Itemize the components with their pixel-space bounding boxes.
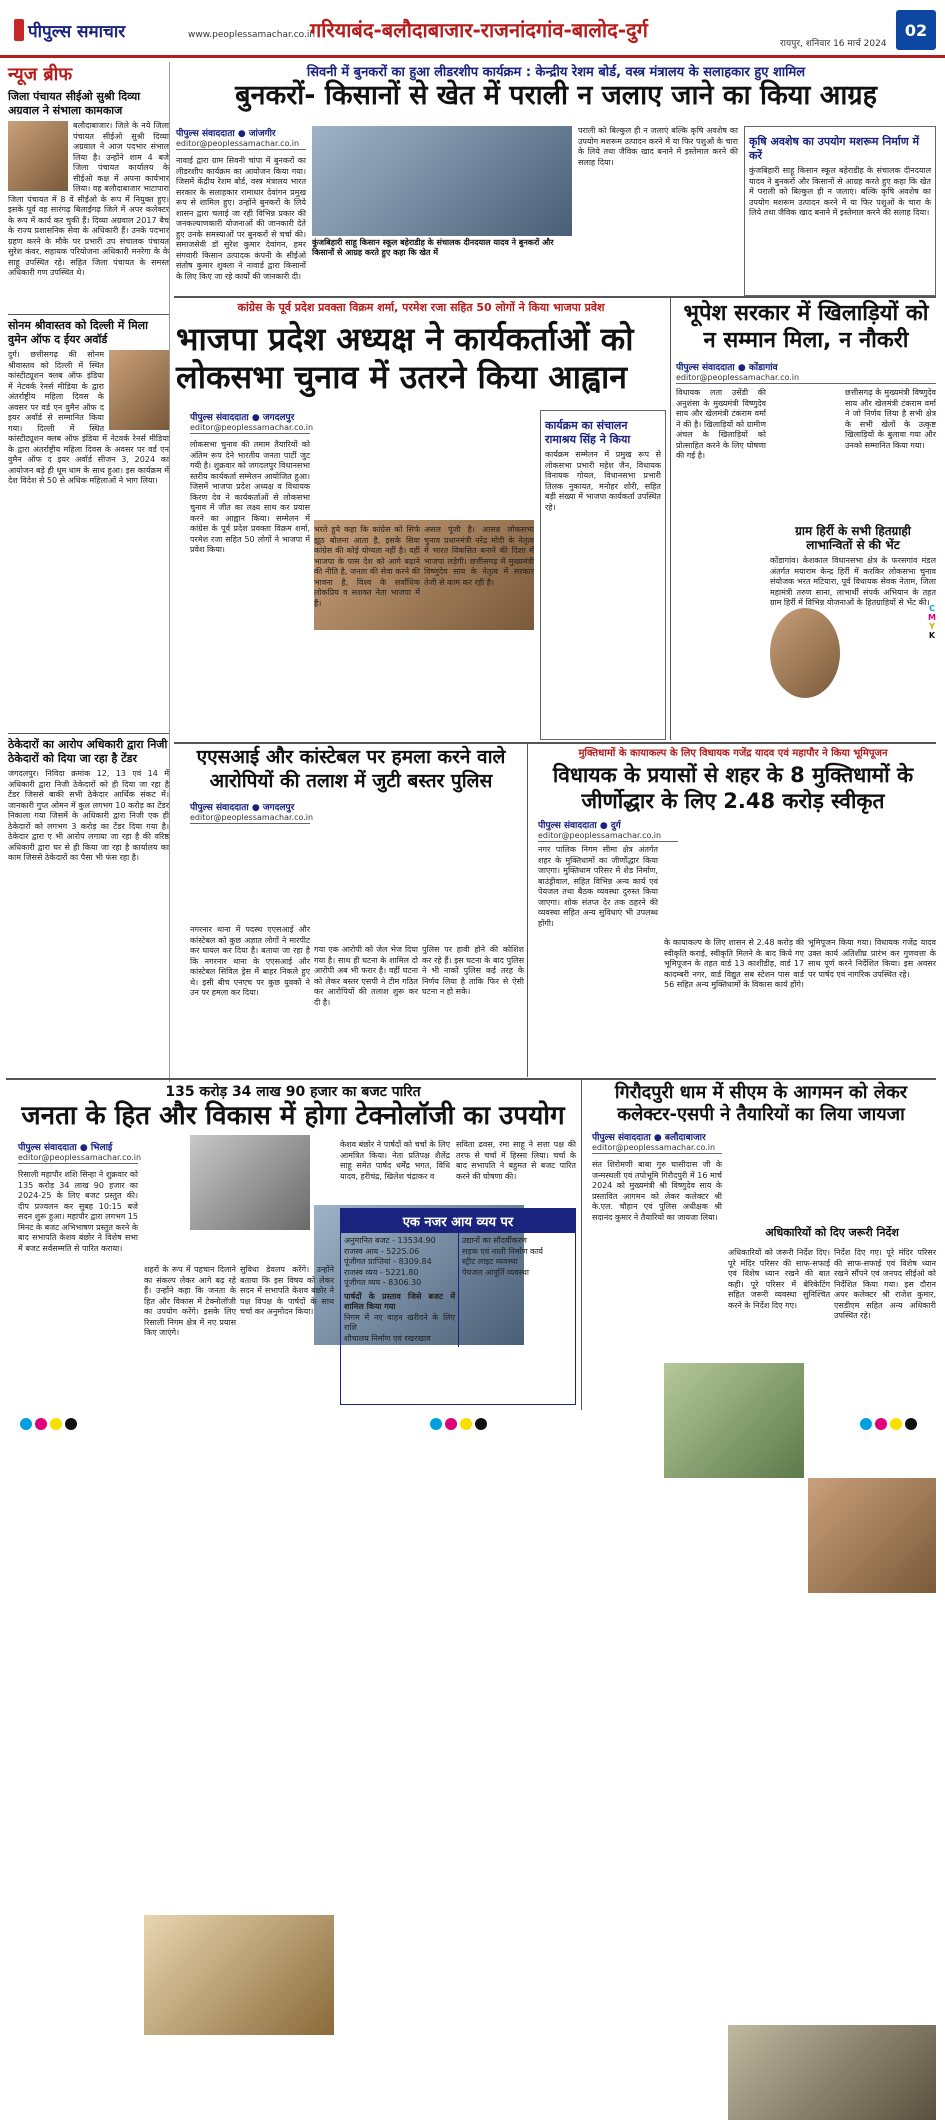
budget-note: पार्षदों के प्रस्ताव जिसे बजट में शामिल किया गया: [344, 1291, 455, 1311]
news-brief-title: न्यूज ब्रीफ: [8, 64, 73, 85]
story2-byline-block: [190, 410, 314, 434]
site-url: www.peoplessamachar.co.in: [188, 30, 316, 40]
story2-kicker: [176, 300, 666, 316]
masthead: [0, 0, 945, 58]
story7-caption: अधिकारियों को दिए जरूरी निर्देश: [765, 1226, 899, 1239]
story5-byline: पीपुल्स संवाददाता ● दुर्ग: [538, 821, 621, 831]
budget-items: [459, 1233, 575, 1347]
dateline: रायपुर, शनिवार 16 मार्च 2024: [780, 39, 887, 49]
brief-headline-2: सोनम श्रीवास्तव को दिल्ली में मिला वुमेन ऑफ द ईयर अवॉर्ड: [8, 319, 148, 346]
story2-text2: भरते हुये कहा कि कांग्रेस को सिर्फ झूठ बोलना आता है, इसके सिवा कांग्रेस की कोई योग्यता नहीं है। वहीं भाजपा के पास देश को आगे बढ़ाने की नीति है, जनता की सेवा करने की भावना है, विश्व के सर्वाधिक लोकप्रिय व सशक्त नेता भाजपा में हैं।: [314, 525, 420, 608]
story4-text: नगरनार थाना में पदस्थ एएसआई और कांस्टेबल को कुछ अज्ञात लोगों ने मारपीट कर घायल कर दिया है। बताया जा रहा है कि नगरनार थाना के एएसआई और कांस्टेबल सिविल ड्रेस में बाहर निकले हुए थे। इसी बीच एनएच पर कुछ युवकों ने उन पर हमला कर दिया।: [190, 925, 310, 997]
brief-headline-1: जिला पंचायत सीईओ सुश्री दिव्या अग्रवाल ने संभाला कामकाज: [8, 90, 141, 117]
story2-text3: असल पूंजी है। आसन्न लोकसभा चुनाव प्रधानमंत्री नरेंद्र मोदी के नेतृत्व में भारत विकसित बनाने की दिशा में भाजपा लड़ेगी। छत्तीसगढ़ में मुख्यमंत्री विष्णुदेव साय के नेतृत्व में सरकार तेजी से काम कर रही है।: [424, 525, 534, 587]
story1-byline-block: [176, 126, 306, 150]
cmyk-k-icon: [475, 1418, 487, 1430]
portrait-photo-2: [109, 350, 169, 430]
story3-byline: पीपुल्स संवाददाता ● कोंडागांव: [676, 363, 778, 373]
budget-row: राजस्व व्यय - 5221.80: [344, 1267, 419, 1277]
story5-email: editor@peoplessamachar.co.in: [538, 831, 678, 842]
story5-text: नगर पालिक निगम सीमा क्षेत्र अंतर्गत शहर के मुक्तिधामों का जीर्णोद्धार किया जाएगा। मुक्तिधाम परिसर में शेड निर्माण, बाउंड्रीवाल, सहित विभिन्न अन्य कार्य एवं पेयजल तथा बैठक व्यवस्था दुरुस्त किया जाएगा। शोक संतप्त देर तक ठहरने की व्यवस्था सहित अन्य सुविधाएं भी उपलब्ध होंगी।: [538, 845, 658, 928]
story1-sidebox: [744, 126, 936, 296]
logo-mark-icon: [14, 19, 24, 41]
cmyk-side-label: [926, 604, 938, 640]
cmyk-c-icon: [860, 1418, 872, 1430]
story2-box-title: कार्यक्रम का संचालन रामाश्रय सिंह ने किया: [545, 419, 631, 446]
story1-kicker: [176, 62, 936, 80]
story3-sub-text: कोंडागांव। केशकाल विधानसभा क्षेत्र के फरसगांव मंडल अंतर्गत मयाराम केन्द्र हिर्री में करकिर लोकसभा चुनाव संयोजक भरत मटियारा, पूर्व विधायक सेवक नेताम, जिला महामंत्री तरुण साना, लाभार्थी संपर्क अभियान के तहत ग्राम हिर्री में विभिन्न योजनाओं के हितग्राहियों से भेंट की।: [770, 556, 936, 607]
divider: [527, 744, 528, 1077]
story7-photo: [728, 2025, 936, 2120]
story1-email: editor@peoplessamachar.co.in: [176, 139, 306, 150]
budget-rows: [341, 1233, 459, 1347]
cmyk-y-icon: [50, 1418, 62, 1430]
story1-kicker-text: सिवनी में बुनकरों का हुआ लीडरशीप कार्यक्रम : केन्द्रीय रेशम बोर्ड, वस्त्र मंत्रालय के सलाहकार हुए शामिल: [306, 65, 806, 80]
budget-item: स्ट्रीट लाइट व्यवस्था: [462, 1257, 518, 1266]
divider: [174, 742, 936, 744]
story7-byline: पीपुल्स संवाददाता ● बलौदाबाजार: [592, 1133, 706, 1143]
story6-text3: सुविधा डेवलप करेंगे। उन्होंने बताया कि इस विषय को लेकर सदन में सभापति केशव बंछोर ने पक्ष विपक्ष के पार्षदों के साथ चर्चा कर अनुमोदन किया।: [240, 1265, 334, 1316]
story5-text3: भूमिपूजन किया गया। विधायक गजेंद्र यादव उक्त कार्य अतिशीघ्र प्रारंभ कर गुणवत्ता के साथ पूर्ण करने निर्देशित किया। इस अवसर पर पार्षद एवं नागरिक उपस्थित रहे।: [808, 938, 936, 979]
story6-email: editor@peoplessamachar.co.in: [18, 1153, 142, 1162]
story5-headline: विधायक के प्रयासों से शहर के 8 मुक्तिधामों के जीर्णोद्धार के लिए 2.48 करोड़ स्वीकृत: [552, 763, 914, 813]
story1-sidebox-title: कृषि अवशेष का उपयोग मशरूम निर्माण में करें: [749, 135, 920, 162]
story4-text3: पुलिस पर हावी होने की कोशिश कर रहे हैं। इस घटना के बाद पुलिस ने भी नाकों पुलिस कई तरह के निर्णय लिया है ताकि फिर से ऐसी घटना न हो सके।: [422, 945, 524, 996]
page-number: 02: [896, 10, 936, 50]
story2-email: editor@peoplessamachar.co.in: [190, 423, 314, 432]
story7-text3: निर्देश दिए गए। पूरे मंदिर परिसर की साफ-सफाई एवं विशेष ध्यान रखने सौंपने एवं जनपद सीईओ को निर्देशित किया गया। इस दौरान अपर कलेक्टर श्री राजेश कुमार, एसडीएम सहित अन्य अधिकारी उपस्थित रहे।: [834, 1248, 936, 1320]
divider: [581, 1080, 582, 1410]
story3-headline: भूपेश सरकार में खिलाड़ियों को न सम्मान मिला, न नौकरी: [683, 301, 929, 353]
story4-headline: एएसआई और कांस्टेबल पर हमला करने वाले आरोपियों की तलाश में जुटी बस्तर पुलिस: [196, 746, 506, 792]
story2-box-text: कार्यक्रम सम्मेलन में प्रमुख रूप से लोकसभा प्रभारी महेश जैन, विधायक विनायक गोयल, विधानसभा प्रभारी तिलक नुकायत, मनोहर शोरी, सहित बड़ी संख्या में भाजपा कार्यकर्ता उपस्थित रहे।: [545, 450, 661, 512]
story6-headline: जनता के हित और विकास में होगा टेक्नोलॉजी का उपयोग: [21, 1101, 565, 1131]
divider: [6, 1078, 936, 1080]
cmyk-label: K: [928, 631, 936, 640]
brief-text-3: जगदलपुर। निविदा क्रमांक 12, 13 एवं 14 में अधिकारी द्वारा निजी ठेकेदारों को ही दिया जा रहा है टेंडर जिससे बाकी सभी ठेकेदार आर्थिक संकट में। जानकारी गुप्त ओमन में कुल लगभग 10 करोड़ का टेंडर निकाला गया जिसमें के अधिकारी द्वारा निजी एक ही ठेकेदारों को लगभग 3 करोड़ का टेंडर दिया गया है। ठेकेदार द्वारा ए भी आरोप लगाया जा रहा है की वरिष्ठ अधिकारी द्वारा घर से ही किया जा रहा है कार्यालय का काम जिससे ठेकेदारों का पैसा भी फंस रहा है।: [8, 769, 169, 862]
story2-text: लोकसभा चुनाव की तमाम तैयारियों को अंतिम रूप देने भारतीय जनता पार्टी जुट गयी है। शुक्रवार को जगदलपुर विधानसभा स्तरीय कार्यकर्ता सम्मेलन आयोजित हुआ। जिसमें भाजपा प्रदेश अध्यक्ष व विधायक किरण देव ने कार्यकर्ताओं से लोकसभा चुनाव में जीत का लक्ष्य साथ कर प्रयास करने का आह्वान किया। सम्मेलन में कांग्रेस के पूर्व प्रदेश प्रवक्ता विक्रम शर्मा, परमेश रजा सहित 50 लोगों ने भाजपा में प्रवेश किया।: [190, 440, 310, 554]
budget-row: अनुमानित बजट - 13534.90: [344, 1236, 436, 1245]
divider: [174, 296, 936, 298]
cmyk-label: M: [928, 613, 936, 622]
story1-byline: पीपुल्स संवाददाता ● जांजगीर: [176, 129, 276, 139]
story7-email: editor@peoplessamachar.co.in: [592, 1143, 722, 1154]
story1-caption: कुंजबिहारी साहू किसान स्कूल बहेराडीह के संचालक दीनदयाल यादव ने बुनकरों और किसानों से आग्रह करते हुए कहा कि खेत में: [312, 238, 554, 257]
story3-byline-block: [676, 360, 936, 384]
brief-text-1: बलौदाबाजार। जिले के नये जिला पंचायत सीईओ सुश्री दिव्या अग्रवाल ने आज पदभार संभाल लिया है। उन्होंने शाम 4 बजे जिला पंचायत कार्यालय के सीईओ कक्ष में अपना कार्यभार लिया। वह बलौदाबाजार भाटापारा जिला पंचायत में 8 वें सीईओ के रूप में नियुक्त हुए। इसके पूर्व वह सारंगढ़ बिलाईगढ़ जिले में अपर कलेक्टर के रूप में कार्य कर चुकी हैं। दिव्या अग्रवाल 2017 बैच के राज्य प्रशासनिक सेवा के अधिकारी हैं। उनके पदभार ग्रहण करने के मौके पर प्रभारी उप संचालक पंचायत सुरेश कंवर, सहायक परियोजना अधिकारी मनरेगा के के साहू उपस्थित रहे। सहित जिला पंचायत के समस्त अधिकारी गण उपस्थित थे।: [8, 121, 169, 277]
cmyk-label: Y: [929, 622, 935, 631]
cmyk-m-icon: [875, 1418, 887, 1430]
story6-text: रिसाली महापौर शशि सिन्हा ने शुक्रवार को 135 करोड़ 34 लाख 90 हजार का 2024-25 के लिए बजट प्रस्तुत की। दीप प्रज्वलन कर सुबह 10:15 बजे सदन शुरू हुआ। महापौर द्वारा लगभग 15 मिनट के बजट अभिभाषण प्रस्तुत करने के बाद सभापति केशव बंछोर ने विशेष सभा में बजट सर्वसम्मति से पारित कराया।: [18, 1170, 138, 1253]
budget-table-title: एक नजर आय व्यय पर: [341, 1209, 575, 1233]
story1-headline: बुनकरों- किसानों से खेत में पराली न जलाए जाने का किया आग्रह: [235, 80, 877, 111]
story5-byline-block: [538, 818, 678, 842]
budget-row: पूंजीगत व्यय - 8306.30: [344, 1278, 422, 1287]
cmyk-c-icon: [430, 1418, 442, 1430]
budget-item: पेयजल आपूर्ति व्यवस्था: [462, 1267, 529, 1277]
cmyk-y-icon: [460, 1418, 472, 1430]
news-brief-sidebar: [8, 62, 170, 1082]
cmyk-k-icon: [905, 1418, 917, 1430]
story2-kicker-text: कांग्रेस के पूर्व प्रदेश प्रवक्ता विक्रम शर्मा, परमेश रजा सहित 50 लोगों ने किया भाजपा प्रवेश: [237, 301, 605, 314]
story4-photo-1: [190, 1135, 310, 1230]
brief-headline-3: ठेकेदारों का आरोप अधिकारी द्वारा निजी ठेकेदारों को दिया जा रहा है टेंडर: [8, 738, 168, 765]
budget-item: उद्यानों का सौंदर्यीकरण: [462, 1236, 527, 1245]
story4-byline: पीपुल्स संवाददाता ● जगदलपुर: [190, 803, 295, 813]
story6-text4: केशव बंछोर ने पार्षदों को चर्चा के लिए आमंत्रित किया। नेता प्रतिपक्ष शैलेंद्र साहू समेत पार्षद धर्मेंद्र भगत, विधि यादव, हरीचंद्र, खिलेश चंद्राकर व: [340, 1140, 450, 1181]
story6-kicker: 135 करोड़ 34 लाख 90 हजार का बजट पारित: [165, 1084, 421, 1100]
story3-text2: छत्तीसगढ़ के मुख्यमंत्री विष्णुदेव साय और खेलमंत्री टंकराम वर्मा ने जो निर्णय लिया है सभी क्षेत्र के सभी खेलों के उत्कृष्ट खिलाड़ियों के बुलावा गया और उनको सम्मानित किया गया।: [845, 388, 936, 450]
newspaper-logo: [14, 14, 184, 46]
story6-photo: [144, 1915, 334, 2035]
story1-sidebox-text: कुंजबिहारी साहू किसान स्कूल बहेराडीह के संचालक दीनदयाल यादव ने बुनकरों और किसानों से आग्रह करते हुए कहा कि खेत में पराली को बिल्कुल ही न जलाएं। बल्कि कृषि अवशेष का उपयोग मशरूम उत्पादन करने में या फिर पशुओं के चारा के लिये तथा जैविक खाद बनाने में इस्तेमाल करने की सलाह दिया।: [749, 166, 931, 217]
cmyk-m-icon: [35, 1418, 47, 1430]
budget-row: पूंजीगत प्राप्तियां - 8309.84: [344, 1257, 432, 1266]
cmyk-y-icon: [890, 1418, 902, 1430]
budget-row: राजस्व आय - 5225.06: [344, 1246, 420, 1256]
story4-text2: गया एक आरोपी को जेल भेज दिया गया है। साथ ही घटना के शामिल दो आरोपी अब भी फरार है। वहीं घटना को लेकर बस्तर एसपी ने टीम गठित कर आरोपियों की तलाश शुरू कर दी है।: [314, 945, 418, 1007]
story3-text: विधायक लता उसेंडी की अनुशंसा के मुख्यमंत्री विष्णुदेव साय और खेलमंत्री टंकराम वर्मा ने की है। खिलाड़ियों को ग्रामीण अंचल के खिलाड़ियों को प्रोत्साहित करने के लिए घोषणा की गई है।: [676, 388, 766, 460]
brief-text-2: दुर्ग। छत्तीसगढ़ की सोनम श्रीवास्तव को दिल्ली में स्थित कांस्टीट्यूशन क्लब ऑफ इंडिया में नेटवर्क रेनर्स मीडिया के द्वारा अंतर्राष्ट्रीय महिला दिवस के अवसर पर वर्ड एन वुमैन ऑफ द इयर अवॉर्ड से सम्मानित किया गया। दिल्ली में स्थित कांस्टीट्यूशन क्लब ऑफ इंडिया में नेटवर्क रेनर्स मीडिया के द्वारा अंतर्राष्ट्रीय महिला दिवस के अवसर पर वर्ड एन वुमैन ऑफ द इयर अवॉर्ड सीजन 3, 2024 का आयोजन बड़े ही धूम धाम के साथ हुआ। इस कार्यक्रम में देश विदेश से 50 से अधिक महिलाओं ने भाग लिया।: [8, 350, 169, 485]
story3-email: editor@peoplessamachar.co.in: [676, 373, 936, 384]
story7-headline: गिरौदपुरी धाम में सीएम के आगमन को लेकर कलेक्टर-एसपी ने तैयारियों का लिया जायजा: [614, 1082, 908, 1125]
story3-subhead: ग्राम हिर्री के सभी हितग्राही लाभान्वितों से की भेंट: [795, 524, 911, 552]
divider: [670, 298, 671, 740]
story4-email: editor@peoplessamachar.co.in: [190, 813, 314, 822]
budget-item: शौचालय निर्माण एवं रखरखाव: [344, 1333, 431, 1343]
cmyk-k-icon: [65, 1418, 77, 1430]
story4-byline-block: [190, 800, 314, 824]
story6-text2: शहरों के रूप में पहचान दिलाने का संकल्प लेकर आगे बढ़ रहे हैं। उन्होंने कहा कि जनता के हित और विकास में टेक्नोलॉजी का उपयोग करेंगे। इसके लिए रिसाली निगम क्षेत्र में नए प्रयास किए जाएंगे।: [144, 1265, 236, 1337]
story2-headline: भाजपा प्रदेश अध्यक्ष ने कार्यकर्ताओं को लोकसभा चुनाव में उतरने किया आह्वान: [176, 320, 634, 396]
story6-byline: पीपुल्स संवाददाता ● भिलाई: [18, 1143, 113, 1153]
story5-kicker: [530, 745, 936, 759]
story5-kicker-text: मुक्तिधामों के कायाकल्प के लिए विधायक गजेंद्र यादव एवं महापौर ने किया भूमिपूजन: [578, 748, 888, 759]
story5-text2: के कायाकल्प के लिए शासन से 2.48 करोड़ की स्वीकृति कराई, स्वीकृति मिलने के बाद किये गए भूमिपूजन के तहत वार्ड 13 काशीडीह, वार्ड 17 कादम्बरी नगर, वार्ड विद्युत सब स्टेशन पास वार्ड 56 सहित अन्य मुक्तिधामों के विकास कार्य होंगे।: [664, 938, 804, 989]
logo-text: पीपुल्स समाचार: [28, 21, 126, 42]
cmyk-marks-right: [860, 1418, 917, 1430]
story6-text5: सविता ढवस, रमा साहू ने सत्ता पक्ष की तरफ से चर्चा में हिस्सा लिया। चर्चा के बाद सभापति ने बहुमत से बजट पारित करने की घोषणा की।: [456, 1140, 576, 1181]
story7-byline-block: [592, 1130, 722, 1154]
story1-photo: [312, 126, 572, 236]
story2-byline: पीपुल्स संवाददाता ● जगदलपुर: [190, 413, 295, 423]
budget-item: निगम में नए वाहन खरीदने के लिए राशि: [344, 1312, 455, 1332]
portrait-photo-1: [8, 121, 68, 191]
story2-box: [540, 410, 666, 740]
story1-text2: पराली को बिल्कुल ही न जलाएं बल्कि कृषि अवशेष का उपयोग मशरूम उत्पादन करने में या फिर पशुओं के चारा के लिये तथा जैविक खाद बनाने में इस्तेमाल करने की सलाह दिया।: [578, 126, 738, 167]
story7-text2: अधिकारियों को जरूरी निर्देश दिए। पूरे मंदिर परिसर की साफ-सफाई एवं विशेष ध्यान रखने की बात कही। पूरे परिसर में बेरिकेटिंग सहित जरूरी व्यवस्था सुनिश्चित करने के निर्देश दिए गए।: [728, 1248, 830, 1310]
cmyk-m-icon: [445, 1418, 457, 1430]
story7-text: संत शिरोमणी बाबा गुरु घासीदास जी के जन्मस्थली एवं तपोभूमि गिरौदपुरी में 16 मार्च 2024 को मुख्यमंत्री श्री विष्णुदेव साय के प्रस्तावित आगमन को लेकर कलेक्टर श्री के.एल. चौहान एवं पुलिस अधीक्षक श्री सदानंद कुमार ने तैयारियों का जायजा लिया।: [592, 1160, 722, 1222]
story1-text: नावाई द्वारा ग्राम सिवनी चांपा में बुनकरों का लीडरशीप कार्यक्रम का आयोजन किया गया। जिसमें केंद्रीय रेशम बोर्ड, वस्त्र मंत्रालय भारत सरकार के सलाहकार रामाधार देवांगन प्रमुख रूप से शामिल हुए। उन्होंने बुनकरों के लिये शासन द्वारा चलाई जा रही विभिन्न प्रकार की जनकल्याणकारी योजनाओं की जानकारी देते हुए उनके समस्याओं पर बुनकरों से चर्चा की। समाजसेवी डॉ सुरेश कुमार देवांगन, हमर संगवारी किसान उत्पादक कंपनी के सीईओ संतोष कुमार शुक्ला ने नावार्ड द्वारा किसानों के लिए किए जा रहे कार्यों की जानकारी दी।: [176, 156, 306, 281]
budget-item: सड़क एवं नाली निर्माण कार्य: [462, 1246, 543, 1256]
story5-photo-2: [808, 1478, 936, 1593]
cmyk-marks-center: [430, 1418, 487, 1430]
budget-table: [340, 1208, 576, 1405]
story6-byline-block: [18, 1140, 142, 1164]
cmyk-label: C: [929, 604, 935, 613]
cmyk-marks-left: [20, 1418, 77, 1430]
cmyk-c-icon: [20, 1418, 32, 1430]
region-banner: गरियाबंद-बलौदाबाजार-राजनांदगांव-बालोद-दुर्ग: [310, 18, 648, 42]
